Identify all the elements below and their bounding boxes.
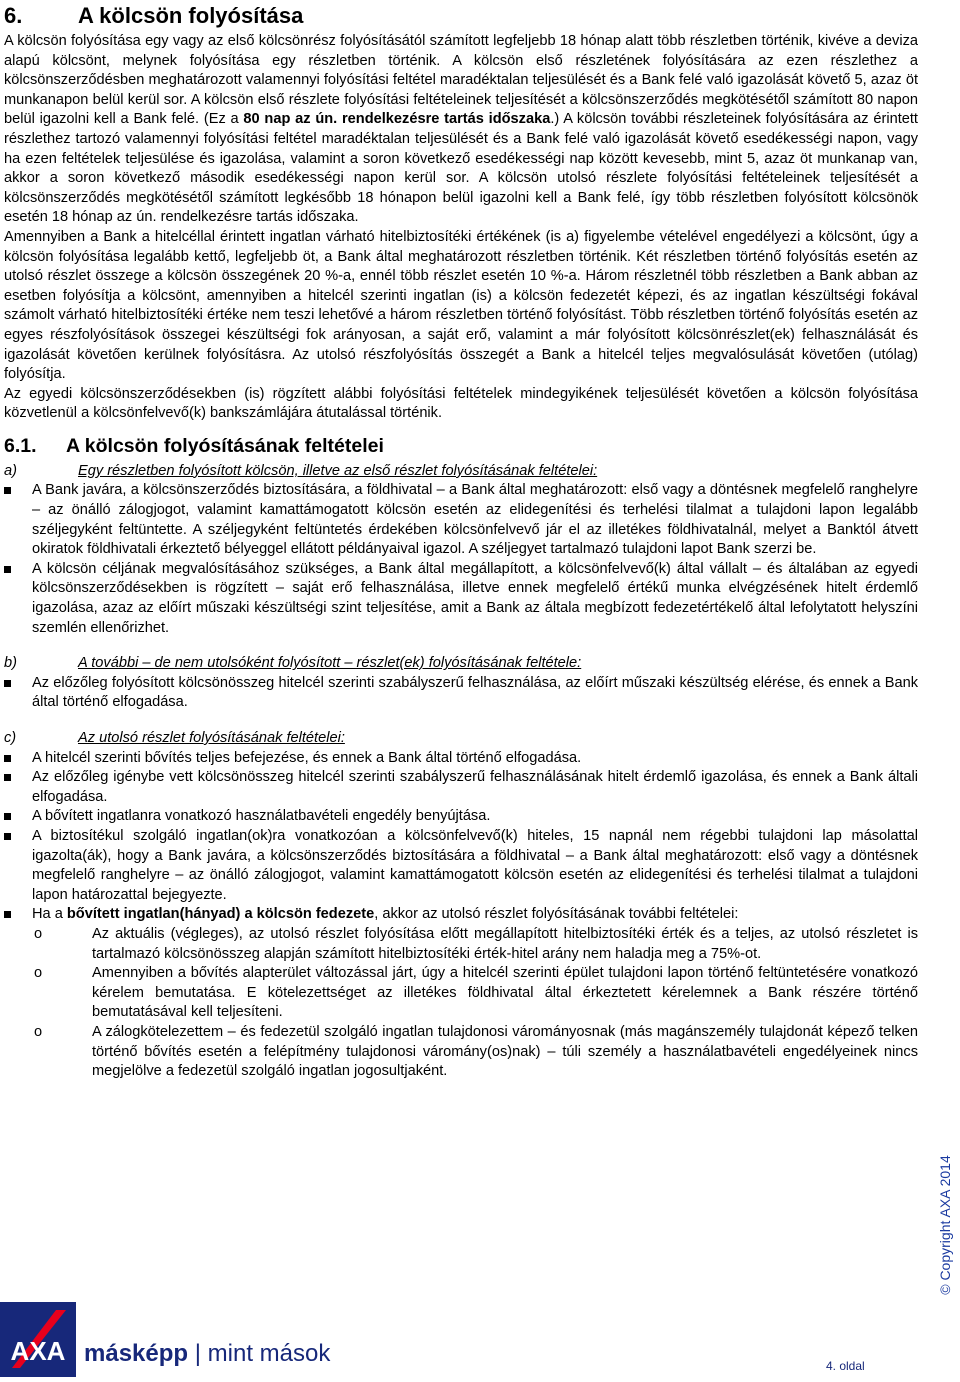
list-c (4, 749, 918, 1082)
tagline (84, 1340, 330, 1368)
section-number: 6. (4, 3, 23, 28)
list-item-text: A Bank javára, a kölcsönszerződés biztosítására, a földhivatal – a Bank által meghatározott: első vagy a döntésnek megfelelő ranghelyre – az önálló zálogjogot, valamint kamattámogatott kölcsön esetén az elidegenítési és terhelési tilalmat a tulajdoni lapon legalább széljegyként feltüntette. A széljegyként feltüntetés érdekében kölcsönfelvevő jár el az illetékes földhivatalnál, melyet a Banktól átvett okiratok földhivatali érkeztető bélyeggel ellátott példányaival igazol. A széljegyet tartalmazó tulajdoni lapot Bank szerzi be. (32, 482, 918, 558)
square-bullet-icon (4, 833, 11, 840)
list-b-letter: b) (4, 655, 17, 672)
list-c-title: Az utolsó részlet folyósításának feltételei: (78, 730, 345, 746)
square-bullet-icon (4, 487, 11, 494)
sub-list-item-text: Amennyiben a bővítés alapterület változással járt, úgy a hitelcél szerinti épület tulajdoni lapon történő feltüntetésére vonatkozó kérelem bemutatása. E kötelezettséget az illetékes földhivatal által érkeztetett kérelemnek a Bank részére történő bemutatásával kell teljesíteni. (92, 965, 918, 1021)
paragraph-1-text: A kölcsön folyósítása egy vagy az első kölcsönrész folyósításától számított legfeljebb 18 hónap alatt több részletben történik, kivéve a deviza alapú kölcsönt, melynek folyósítása egy részletben történik. A kölcsön első részletének folyósítására az ezen részlethez a kölcsönszerződésben meghatározott valamennyi folyósítási feltétel maradéktalan teljesülését és a Bank felé való igazolását követő 5, azaz öt munkanapon belül kerül sor. A kölcsön első részlete folyósítási feltételeinek teljesítését a kölcsönszerződés megkötésétől számított 80 napon belül igazolni kell a Bank felé. (Ez a (4, 33, 918, 128)
copyright-notice (930, 1150, 960, 1300)
square-bullet-icon (4, 566, 11, 573)
section-title: A kölcsön folyósítása (78, 3, 304, 28)
list-b (4, 674, 918, 713)
tagline-part-a: másképp (84, 1340, 189, 1367)
list-item-text: A hitelcél szerinti bővítés teljes befejezése, és ennek a Bank által történő elfogadása. (32, 749, 582, 766)
tagline-separator: | (194, 1340, 201, 1367)
axa-logo (0, 1302, 76, 1377)
list-item-text: Az előzőleg igénybe vett kölcsönösszeg hitelcél szerinti szabályszerű felhasználásának hitelt érdemlő igazolása, és ennek a Bank általi elfogadása. (32, 769, 918, 805)
sub-list-item-text: Az aktuális (végleges), az utolsó részlet folyósítása előtt megállapított hitelbiztosítéki érték és a teljes, az utolsó részletet is tartalmazó kölcsönösszeg alapján számított hitelbiztosítéki érték-hitel arány nem haladja meg a 75%-ot. (92, 925, 918, 962)
circle-bullet-icon: o (34, 1023, 43, 1040)
list-a-heading (4, 462, 918, 482)
spacer (4, 713, 918, 729)
list-c-heading (4, 729, 918, 749)
list-item (4, 768, 918, 807)
list-item-text: Az előzőleg folyósított kölcsönösszeg hitelcél szerinti szabályszerű felhasználása, az előírt műszaki készültség elérése, és ennek a Bank által történő elfogadása. (32, 674, 918, 711)
list-item (4, 749, 918, 769)
list-item (4, 674, 918, 713)
subsection-heading (4, 434, 918, 458)
paragraph-2: Amennyiben a Bank a hitelcéllal érintett ingatlan várható hitelbiztosítéki értékének (is a) figyelembe vételével engedélyezi a kölcsönt, úgy a kölcsön folyósítása legalább kettő, legfeljebb öt, a Bank által meghatározott részletben történik. Két részletben történő folyósítás esetén az utolsó részlet összege a kölcsön összegének 20 %-a, ennél több részlet esetén 10 %-a. Három részletnél több részletben a Bank abban az esetben folyósítja a kölcsönt, amennyiben a hitelcél szerinti ingatlan (is) a kölcsön fedezetét képezi, és az ingatlan készültségi fokával számolt várható hitelbiztosítéki értéke nem teszi lehetővé a három részletben történő folyósítást. Több részletben történő folyósítás esetén az egyes részfolyósítások összegei készültségi fok arányosan, a saját erő, valamint a már folyósított kölcsönrészlet(ek) felhasználását és igazolását követően kerülnek folyósításra. Az utolsó részfolyósítás összegét a Bank a hitelcél teljes megvalósulását követően (utólag) folyósítja. (4, 228, 918, 383)
list-a-title: Egy részletben folyósított kölcsön, illetve az első részlet folyósításának feltételei: (78, 462, 598, 479)
list-item (4, 807, 918, 827)
list-item (4, 560, 918, 638)
square-bullet-icon (4, 813, 11, 820)
list-item-text: A bővített ingatlanra vonatkozó használatbavételi engedély benyújtása. (32, 808, 491, 825)
section-heading (4, 0, 918, 32)
circle-bullet-icon: o (34, 925, 43, 942)
spacer (4, 638, 918, 654)
list-a-letter: a) (4, 462, 17, 479)
square-bullet-icon (4, 911, 11, 918)
list-item (4, 827, 918, 905)
tagline-part-b: mint mások (207, 1340, 331, 1367)
paragraph-1 (4, 32, 918, 228)
sub-list-item-text: A zálogkötelezettem – és fedezetül szolgáló ingatlan tulajdonosi várományosnak (más magánszemély tulajdonát képező telken történő bővítés esetén a felépítmény tulajdonosi váromány(os)nak) – túli személy a használatbavételi engedélyeinek nincs megjelölve a fedezetül szolgáló ingatlan jogosultjaként. (92, 1023, 918, 1080)
page-number: 4. oldal (826, 1359, 865, 1373)
paragraph-1-bold: 80 nap az ún. rendelkezésre tartás időszaka (243, 111, 551, 128)
list-item (4, 905, 918, 1081)
subsection-number: 6.1. (4, 434, 37, 457)
square-bullet-icon (4, 774, 11, 781)
paragraph-1-tail: .) A kölcsön további részleteinek folyósítására az érintett részlethez tartozó valamennyi folyósítási feltétel maradéktalan teljesülését és a Bank felé való igazolását követő esedékességi napon, vagy ha ezen feltételek teljesülése és igazolása, valamint a soron következő esedékességi nap között kevesebb, mint 5, azaz öt munkanap van, akkor a soron következő második esedékességi napon kerül sor. A kölcsön utolsó részlete folyósítási feltételeinek teljesítését a kölcsönszerződés megkötésétől számított legkésőbb 18 hónapon belül igazolni kell a Bank felé, így több részletben folyósított kölcsönök esetén 18 hónap az ún. rendelkezésre tartás időszaka. (4, 111, 918, 226)
circle-bullet-icon: o (34, 965, 43, 982)
list-item (4, 481, 918, 559)
paragraph-3: Az egyedi kölcsönszerződésekben (is) rögzített alábbi folyósítási feltételek mindegyikének teljesülését követően a kölcsön folyósítása közvetlenül a kölcsönfelvevő(k) bankszámlájára átutalással történik. (4, 385, 918, 422)
list-item-text: Ha a (32, 906, 67, 923)
sub-list-item (32, 925, 918, 964)
list-item-text: , akkor az utolsó részlet folyósításának további feltételei: (374, 906, 739, 923)
square-bullet-icon (4, 680, 11, 687)
list-item-text: A biztosítékul szolgáló ingatlan(ok)ra vonatkozóan a kölcsönfelvevő(k) hiteles, 15 napnál nem régebbi tulajdoni lap másolattal igazolta(ák), hogy a Bank javára, a kölcsönszerződés biztosítására a földhivatal – a Bank által meghatározott: első vagy a döntésnek megfelelő ranghelyre – az önálló zálogjogot, valamint kamattámogatott kölcsön esetén az elidegenítési és terhelési tilalmat a tulajdoni lapon határozattal bejegyezte. (32, 827, 918, 903)
list-item-bold: bővített ingatlan(hányad) a kölcsön fedezete (66, 906, 375, 923)
list-item-text: A kölcsön céljának megvalósításához szükséges, a Bank által megállapított, a kölcsönfelvevő(k) által vállalt – és általában az egyedi kölcsönszerződésekben is rögzített – saját erő felhasználása, illetve ennek megfelelő értékű munka elvégzésének hitelt érdemlő igazolása, azaz az előírt műszaki készültségi szint teljesítése, amit a Bank az általa megbízott fedezetértékelő által lefolytatott helyszíni szemlén ellenőrizhet. (32, 560, 918, 636)
sub-list (32, 925, 918, 1082)
subsection-title: A kölcsön folyósításának feltételei (66, 434, 384, 457)
content (4, 0, 918, 1082)
copyright-text: © Copyright AXA 2014 (937, 1155, 953, 1295)
sub-list-item (32, 1023, 918, 1082)
axa-logo-icon (0, 1302, 76, 1377)
sub-list-item (32, 964, 918, 1023)
list-a (4, 481, 918, 638)
list-b-title: A további – de nem utolsóként folyósított – részlet(ek) folyósításának feltétele: (78, 655, 582, 672)
list-c-letter: c) (4, 730, 17, 746)
axa-logo-text: AXA (10, 1336, 66, 1366)
square-bullet-icon (4, 755, 11, 762)
list-b-heading (4, 654, 918, 674)
